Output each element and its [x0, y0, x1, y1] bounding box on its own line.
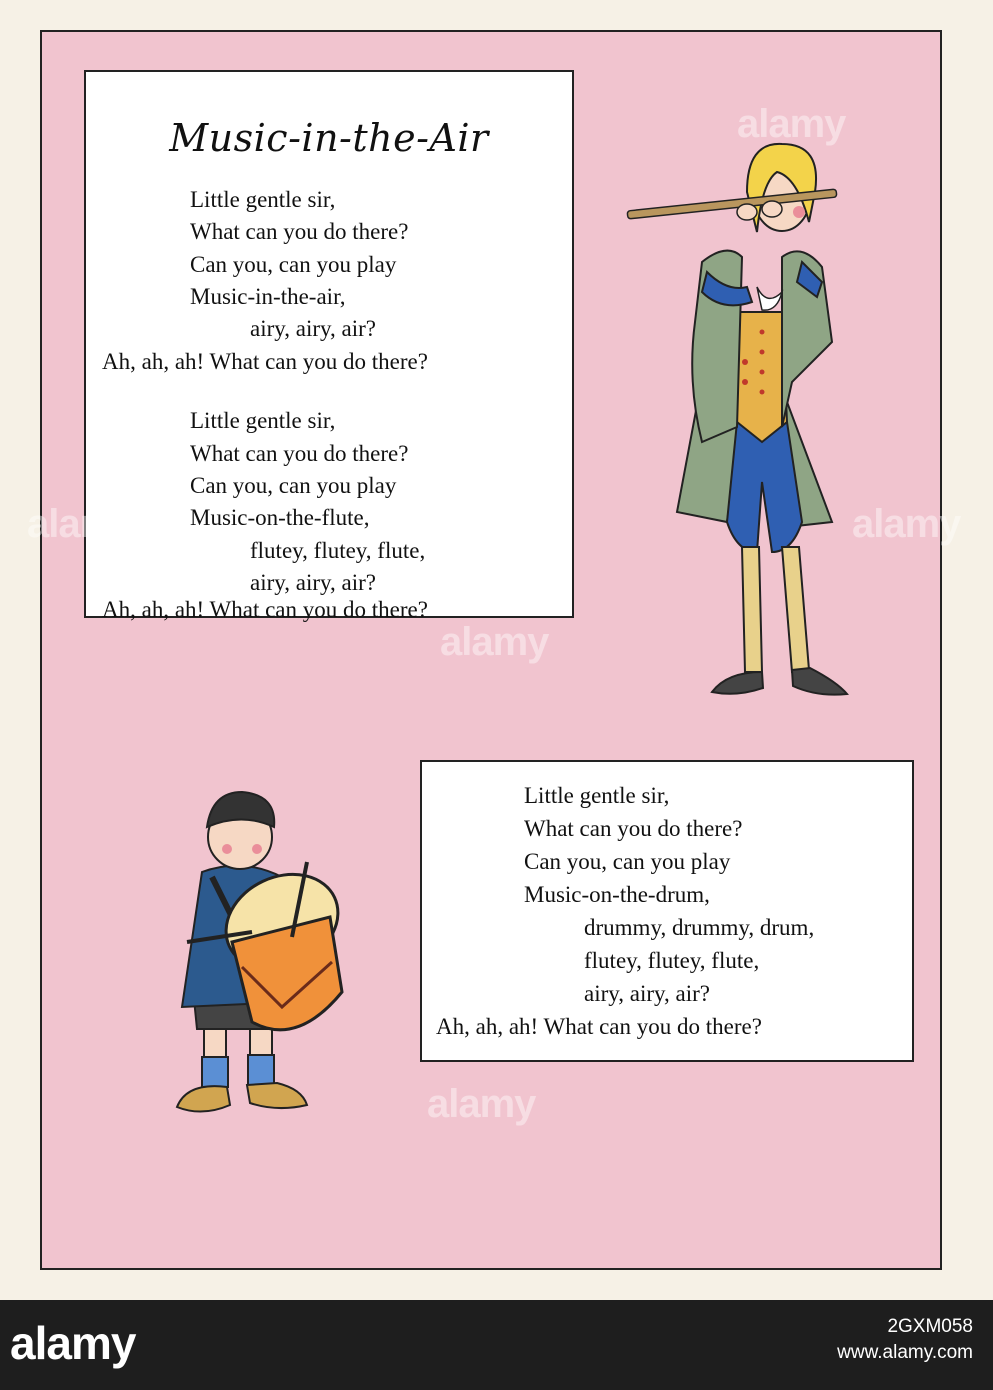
verse1-line: Little gentle sir, [190, 187, 336, 212]
flute-player-illustration [577, 82, 867, 702]
watermark: alamy [27, 502, 136, 546]
verse2-line: What can you do there? [190, 441, 409, 466]
verse3-line: What can you do there? [524, 816, 743, 841]
verse3-line: airy, airy, air? [584, 981, 710, 1006]
verse2-line: airy, airy, air? [250, 570, 376, 595]
poem-title: Music-in-the-Air [169, 116, 489, 160]
verse3-line: flutey, flutey, flute, [584, 948, 760, 973]
watermark: alamy [737, 102, 846, 146]
verse3-line: Music-on-the-drum, [524, 882, 710, 907]
image-id: 2GXM058 [887, 1316, 973, 1337]
verse3-line: drummy, drummy, drum, [584, 915, 815, 940]
verse1-line: Can you, can you play [190, 252, 397, 277]
verse1-line: What can you do there? [190, 219, 409, 244]
poem-box-bottom [420, 760, 914, 1062]
verse2-line: Can you, can you play [190, 473, 397, 498]
drummer-boy-illustration [132, 767, 372, 1147]
watermark: alamy [852, 502, 961, 546]
verse1-line: airy, airy, air? [250, 316, 376, 341]
verse3-line: Ah, ah, ah! What can you do there? [436, 1014, 762, 1039]
image-id-block [837, 1314, 973, 1366]
verse1-line: Music-in-the-air, [190, 284, 346, 309]
verse1-line: Ah, ah, ah! What can you do there? [102, 349, 428, 374]
verse3-line: Little gentle sir, [524, 783, 670, 808]
site-url: www.alamy.com [837, 1342, 973, 1363]
verse2-line: Ah, ah, ah! What can you do there? [102, 597, 428, 622]
verse3-line: Can you, can you play [524, 849, 731, 874]
verse2-line: flutey, flutey, flute, [250, 538, 426, 563]
poem-box-top [84, 70, 574, 622]
watermark: alamy [427, 1082, 536, 1126]
footer-bar [0, 1300, 993, 1390]
brand-logo: alamy [10, 1317, 136, 1369]
verse2-line: Music-on-the-flute, [190, 505, 370, 530]
watermark: alamy [440, 620, 549, 664]
storybook-page [27, 30, 961, 1270]
verse2-line: Little gentle sir, [190, 408, 336, 433]
